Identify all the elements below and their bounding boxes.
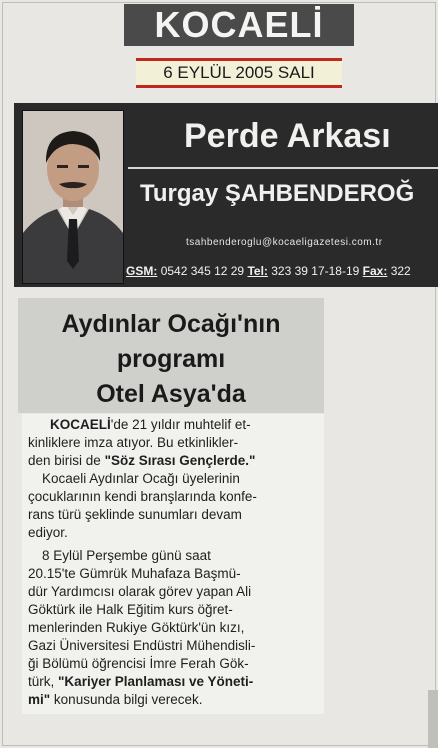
article-line: rans türü şeklinde sunumları devam [28, 507, 242, 522]
article-line: 20.15'te Gümrük Muhafaza Başmü- [28, 566, 241, 581]
article-line: den birisi de "Söz Sırası Gençlerde." [28, 453, 256, 468]
article-line: menlerinden Rukiye Göktürk'ün kızı, [28, 620, 245, 635]
lead-word: KOCAELİ [50, 417, 111, 432]
article-line: Gazi Üniversitesi Endüstri Mühendisli- [28, 638, 256, 653]
author-photo [22, 110, 124, 284]
article-line: türk, "Kariyer Planlaması ve Yöneti- [28, 674, 254, 689]
column-author: Turgay ŞAHBENDEROĞ [140, 180, 415, 207]
masthead-city: KOCAELİ [124, 4, 354, 46]
tel-label: Tel: [247, 264, 268, 278]
article-line: çocuklarının kendi branşlarında konfe- [28, 489, 257, 504]
gsm-number: 0542 345 12 29 [160, 264, 245, 278]
article-line: kinliklere imza atıyor. Bu etkinlikler- [28, 435, 239, 450]
article-line: 8 Eylül Perşembe günü saat [42, 548, 211, 563]
author-portrait-image [23, 111, 123, 283]
headline-line-3: Otel Asya'da [96, 380, 246, 408]
headline-line-1: Aydınlar Ocağı'nın [61, 310, 281, 338]
masthead-date: 6 EYLÜL 2005 SALI [136, 58, 342, 88]
article-line: ği Bölümü öğrencisi İmre Ferah Gök- [28, 656, 249, 671]
tel-number: 323 39 17-18-19 [271, 264, 360, 278]
article-line: Kocaeli Aydınlar Ocağı üyelerinin [42, 471, 240, 486]
header-divider [128, 167, 438, 169]
fax-number: 322 [390, 264, 411, 278]
fax-label: Fax: [362, 264, 388, 278]
article-line: mi" konusunda bilgi verecek. [28, 692, 203, 707]
page-edge [428, 690, 438, 748]
article-line: KOCAELİ'de 21 yıldır muhtelif et- [50, 417, 251, 432]
headline-line-2: programı [116, 345, 226, 373]
column-title: Perde Arkası [184, 117, 391, 155]
author-email: tsahbenderoglu@kocaeligazetesi.com.tr [186, 237, 383, 248]
article-line: ediyor. [28, 525, 68, 540]
article-line: dür Yardımcısı olarak görev yapan Ali [28, 584, 252, 599]
quote-kariyer: "Kariyer Planlaması ve Yöneti- [58, 674, 254, 689]
quote-soz-sirasi: "Söz Sırası Gençlerde." [104, 453, 256, 468]
article-line: Göktürk ile Halk Eğitim kurs öğret- [28, 602, 233, 617]
gsm-label: GSM: [126, 264, 158, 278]
contact-line [126, 262, 438, 280]
